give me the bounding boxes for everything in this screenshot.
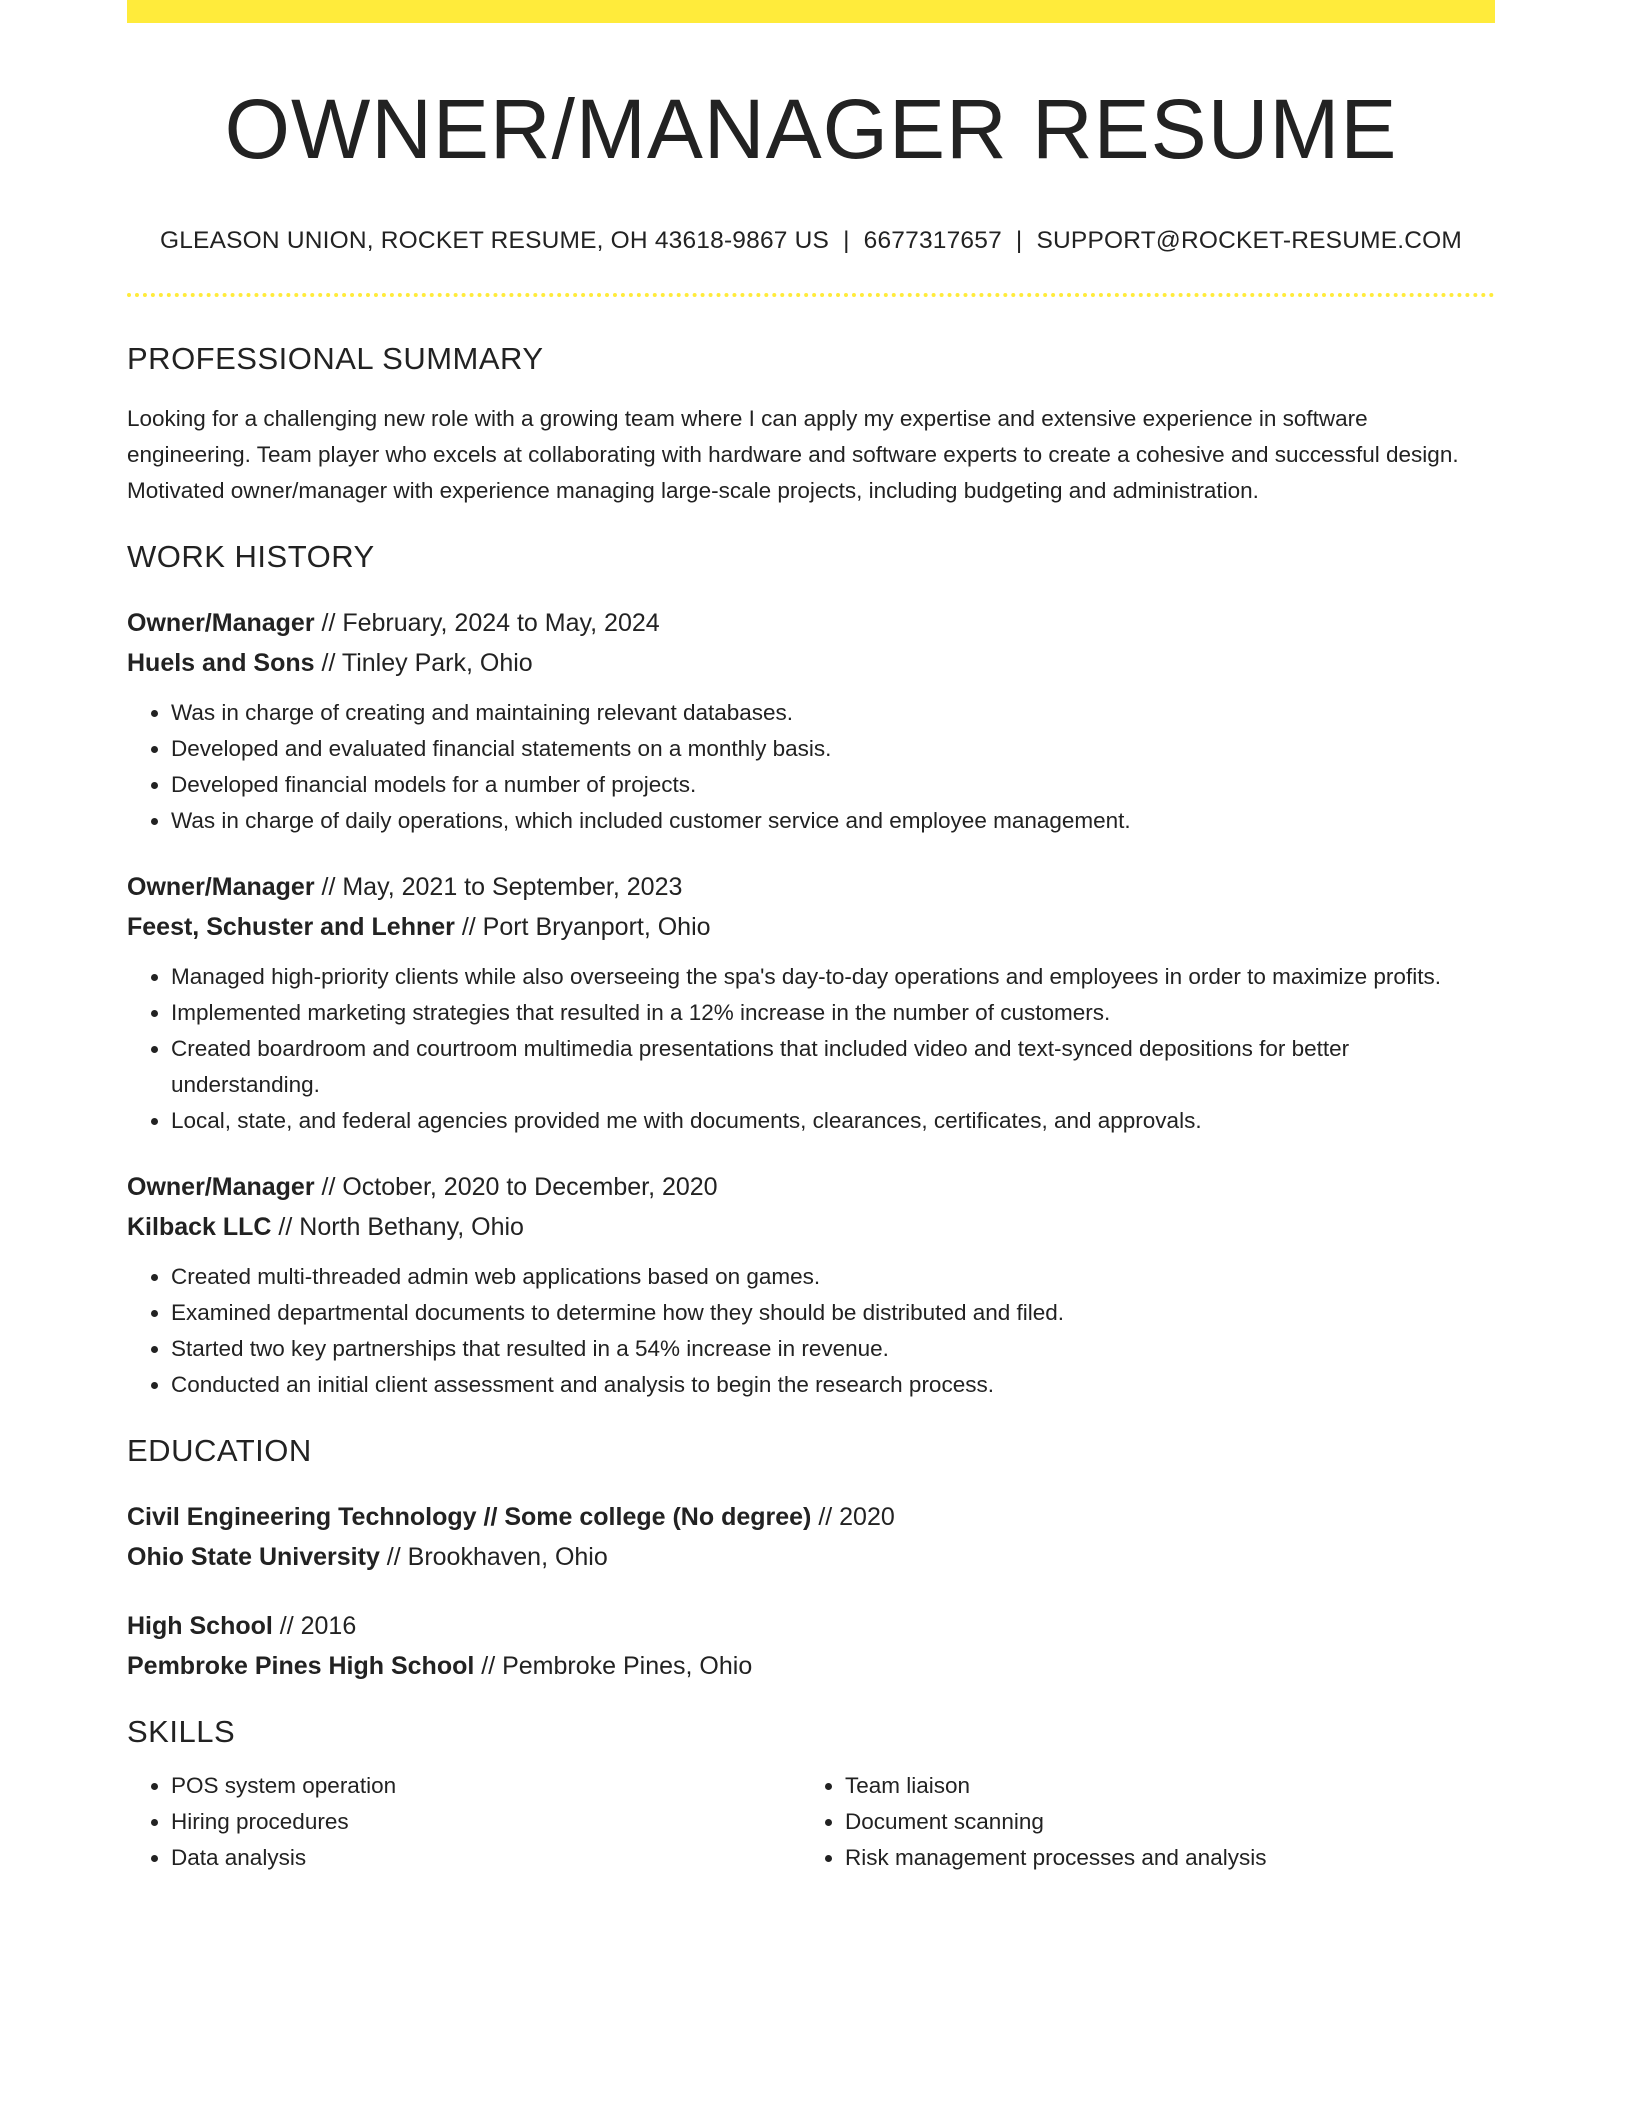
list-item: • POS system operation <box>171 1768 801 1804</box>
job-title-line <box>127 1167 1495 1207</box>
list-item: • Data analysis <box>171 1840 801 1876</box>
summary-heading: PROFESSIONAL SUMMARY <box>127 341 544 377</box>
education-location: // Brookhaven, Ohio <box>379 1543 608 1572</box>
contact-separator: | <box>843 227 850 255</box>
job-role: Owner/Manager <box>127 609 315 638</box>
list-item: • Was in charge of creating and maintaining relevant databases. <box>171 695 1495 731</box>
job-entry <box>127 867 1495 1139</box>
education-school: Ohio State University <box>127 1543 380 1572</box>
resume-title: OWNER/MANAGER RESUME <box>224 82 1398 176</box>
contact-email: SUPPORT@ROCKET-RESUME.COM <box>1036 227 1463 255</box>
job-company: Kilback LLC <box>127 1213 272 1242</box>
job-location: // Port Bryanport, Ohio <box>454 913 711 942</box>
job-company-line <box>127 907 1495 947</box>
list-item: • Local, state, and federal agencies provided me with documents, clearances, certificates, and approvals. <box>171 1103 1495 1139</box>
summary-text: Looking for a challenging new role with a growing team where I can apply my expertise and extensive experience in software engineering. Team player who excels at collaborating with hardware and software experts to create a cohesive and successful design. Motivated owner/manager with experience managing large-scale projects, including budgeting and administration. <box>127 406 1459 504</box>
job-company: Huels and Sons <box>127 649 315 678</box>
education-school-line <box>127 1537 1495 1577</box>
education-school-line <box>127 1646 1495 1686</box>
education-entry <box>127 1497 1495 1577</box>
job-company: Feest, Schuster and Lehner <box>127 913 455 942</box>
job-bullets <box>127 959 1495 1139</box>
list-item: • Team liaison <box>845 1768 1475 1804</box>
skills-columns <box>127 1768 1495 1876</box>
list-item: • Implemented marketing strategies that resulted in a 12% increase in the number of customers. <box>171 995 1495 1031</box>
list-item: • Examined departmental documents to determine how they should be distributed and filed. <box>171 1295 1495 1331</box>
job-role: Owner/Manager <box>127 1173 315 1202</box>
job-dates: // February, 2024 to May, 2024 <box>314 609 660 638</box>
skills-heading: SKILLS <box>127 1714 236 1750</box>
list-item: • Created boardroom and courtroom multimedia presentations that included video and text-synced depositions for better understanding. <box>171 1031 1495 1103</box>
education-school: Pembroke Pines High School <box>127 1652 475 1681</box>
resume-page <box>127 0 1495 1876</box>
list-item: • Developed and evaluated financial statements on a monthly basis. <box>171 731 1495 767</box>
education-year: // 2020 <box>811 1503 895 1532</box>
job-title-line <box>127 867 1495 907</box>
job-bullets <box>127 695 1495 839</box>
education-degree-line <box>127 1606 1495 1646</box>
job-entry <box>127 603 1495 839</box>
education-heading: EDUCATION <box>127 1433 312 1469</box>
job-dates: // May, 2021 to September, 2023 <box>314 873 683 902</box>
education-location: // Pembroke Pines, Ohio <box>474 1652 753 1681</box>
list-item: • Was in charge of daily operations, which included customer service and employee management. <box>171 803 1495 839</box>
education-degree: Civil Engineering Technology // Some college (No degree) <box>127 1503 812 1532</box>
education-degree: High School <box>127 1612 273 1641</box>
top-accent-bar <box>127 0 1495 23</box>
list-item: • Developed financial models for a number of projects. <box>171 767 1495 803</box>
list-item: • Hiring procedures <box>171 1804 801 1840</box>
job-location: // Tinley Park, Ohio <box>314 649 533 678</box>
dotted-divider <box>127 293 1495 297</box>
job-location: // North Bethany, Ohio <box>271 1213 524 1242</box>
list-item: • Created multi-threaded admin web applications based on games. <box>171 1259 1495 1295</box>
work-history-heading: WORK HISTORY <box>127 539 375 575</box>
list-item: • Document scanning <box>845 1804 1475 1840</box>
list-item: • Risk management processes and analysis <box>845 1840 1475 1876</box>
contact-phone: 6677317657 <box>863 227 1002 255</box>
job-role: Owner/Manager <box>127 873 315 902</box>
list-item: • Conducted an initial client assessment and analysis to begin the research process. <box>171 1367 1495 1403</box>
job-company-line <box>127 1207 1495 1247</box>
job-entry <box>127 1167 1495 1403</box>
job-dates: // October, 2020 to December, 2020 <box>314 1173 718 1202</box>
job-title-line <box>127 603 1495 643</box>
contact-line <box>127 227 1495 255</box>
education-year: // 2016 <box>272 1612 357 1641</box>
contact-separator: | <box>1015 227 1023 255</box>
skills-list-right <box>801 1768 1475 1876</box>
skills-list-left <box>127 1768 801 1876</box>
job-company-line <box>127 643 1495 683</box>
education-degree-line <box>127 1497 1495 1537</box>
contact-address: GLEASON UNION, ROCKET RESUME, OH 43618-9867 US <box>159 227 830 255</box>
list-item: • Started two key partnerships that resulted in a 54% increase in revenue. <box>171 1331 1495 1367</box>
job-bullets <box>127 1259 1495 1403</box>
list-item: • Managed high-priority clients while also overseeing the spa's day-to-day operations and employees in order to maximize profits. <box>171 959 1495 995</box>
education-entry <box>127 1606 1495 1686</box>
